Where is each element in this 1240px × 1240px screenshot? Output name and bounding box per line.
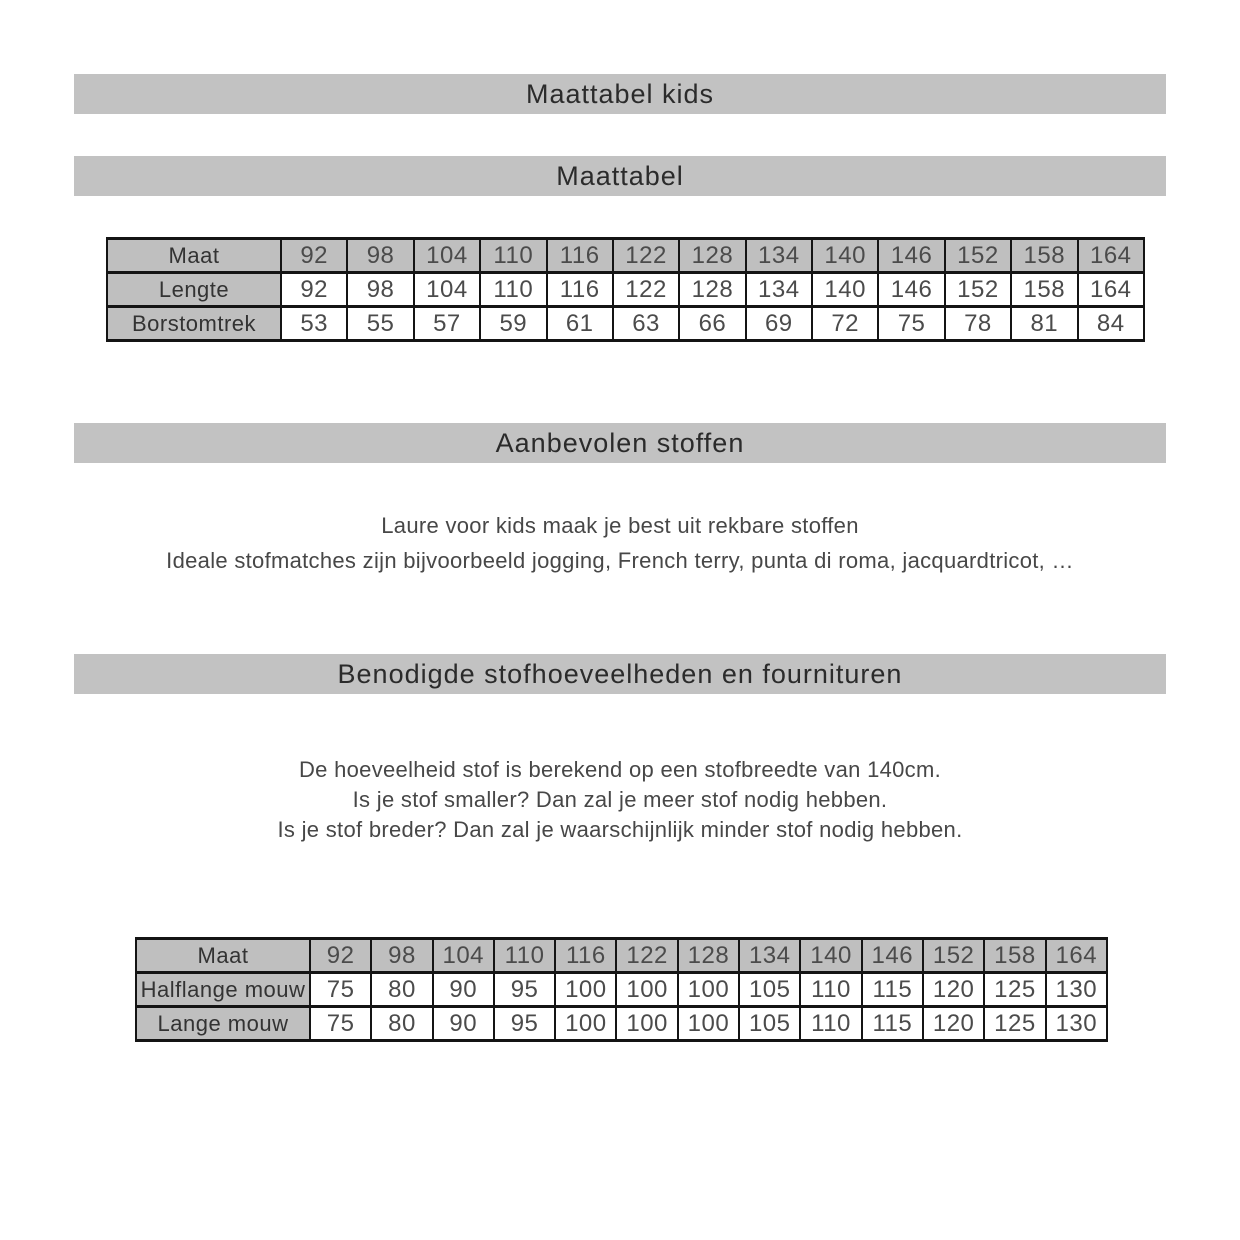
- value-cell: 146: [862, 939, 923, 973]
- value-cell: 110: [800, 1007, 861, 1041]
- value-cell: 110: [480, 273, 546, 307]
- value-cell: 100: [555, 1007, 616, 1041]
- value-cell: 146: [878, 239, 944, 273]
- quantity-line-2: Is je stof smaller? Dan zal je meer stof nodig hebben.: [352, 787, 888, 812]
- value-cell: 75: [310, 973, 371, 1007]
- value-cell: 105: [739, 973, 800, 1007]
- value-cell: 164: [1078, 273, 1145, 307]
- value-cell: 53: [281, 307, 347, 341]
- value-cell: 125: [984, 1007, 1045, 1041]
- value-cell: 130: [1046, 1007, 1107, 1041]
- value-cell: 95: [494, 973, 555, 1007]
- value-cell: 55: [347, 307, 413, 341]
- row-label-cell: Halflange mouw: [136, 973, 310, 1007]
- page-title-bar: [74, 74, 1166, 114]
- value-cell: 128: [679, 239, 745, 273]
- value-cell: 130: [1046, 973, 1107, 1007]
- value-cell: 100: [616, 1007, 677, 1041]
- value-cell: 98: [347, 273, 413, 307]
- row-label-cell: Borstomtrek: [107, 307, 281, 341]
- value-cell: 95: [494, 1007, 555, 1041]
- row-label-cell: Maat: [136, 939, 310, 973]
- quantity-line-3: Is je stof breder? Dan zal je waarschijnlijk minder stof nodig hebben.: [277, 817, 963, 842]
- value-cell: 128: [679, 273, 745, 307]
- section-title-stofhoeveelheden: Benodigde stofhoeveelheden en fournituren: [337, 658, 903, 689]
- quantity-line-1: De hoeveelheid stof is berekend op een stofbreedte van 140cm.: [298, 757, 942, 782]
- value-cell: 78: [945, 307, 1011, 341]
- value-cell: 57: [414, 307, 480, 341]
- section-title-stoffen: Aanbevolen stoffen: [495, 427, 745, 458]
- value-cell: 59: [480, 307, 546, 341]
- fabrics-line-2: Ideale stofmatches zijn bijvoorbeeld jogging, French terry, punta di roma, jacquardtricot, …: [166, 548, 1074, 573]
- value-cell: 100: [678, 1007, 739, 1041]
- value-cell: 116: [547, 273, 613, 307]
- table-row: [136, 1007, 1107, 1041]
- table-row: [107, 273, 1144, 307]
- row-label-cell: Lengte: [107, 273, 281, 307]
- value-cell: 164: [1078, 239, 1145, 273]
- value-cell: 80: [371, 973, 432, 1007]
- value-cell: 140: [800, 939, 861, 973]
- value-cell: 115: [862, 1007, 923, 1041]
- value-cell: 100: [678, 973, 739, 1007]
- value-cell: 110: [494, 939, 555, 973]
- value-cell: 104: [433, 939, 494, 973]
- table-header-row: [136, 939, 1107, 973]
- value-cell: 152: [923, 939, 984, 973]
- value-cell: 69: [746, 307, 812, 341]
- value-cell: 104: [414, 273, 480, 307]
- value-cell: 115: [862, 973, 923, 1007]
- section-title-bar-stoffen: [74, 423, 1166, 463]
- fabric-quantity-text: [0, 755, 1240, 845]
- page-title: Maattabel kids: [525, 78, 715, 109]
- value-cell: 122: [613, 273, 679, 307]
- value-cell: 134: [746, 273, 812, 307]
- value-cell: 81: [1011, 307, 1077, 341]
- value-cell: 84: [1078, 307, 1145, 341]
- value-cell: 75: [310, 1007, 371, 1041]
- recommended-fabrics-text: [0, 508, 1240, 578]
- value-cell: 66: [679, 307, 745, 341]
- value-cell: 152: [945, 273, 1011, 307]
- section-title-bar-stofhoeveelheden: [74, 654, 1166, 694]
- value-cell: 80: [371, 1007, 432, 1041]
- value-cell: 120: [923, 973, 984, 1007]
- value-cell: 92: [281, 273, 347, 307]
- value-cell: 104: [414, 239, 480, 273]
- value-cell: 158: [1011, 239, 1077, 273]
- value-cell: 120: [923, 1007, 984, 1041]
- value-cell: 63: [613, 307, 679, 341]
- value-cell: 158: [984, 939, 1045, 973]
- value-cell: 146: [878, 273, 944, 307]
- value-cell: 100: [616, 973, 677, 1007]
- value-cell: 90: [433, 973, 494, 1007]
- size-table: [106, 237, 1145, 342]
- row-label-cell: Lange mouw: [136, 1007, 310, 1041]
- value-cell: 140: [812, 239, 878, 273]
- section-title-bar-maattabel: [74, 156, 1166, 196]
- value-cell: 152: [945, 239, 1011, 273]
- row-label-cell: Maat: [107, 239, 281, 273]
- value-cell: 116: [547, 239, 613, 273]
- value-cell: 134: [739, 939, 800, 973]
- table-row: [136, 973, 1107, 1007]
- value-cell: 92: [310, 939, 371, 973]
- section-title-maattabel: Maattabel: [556, 160, 684, 191]
- value-cell: 134: [746, 239, 812, 273]
- value-cell: 90: [433, 1007, 494, 1041]
- value-cell: 110: [480, 239, 546, 273]
- value-cell: 105: [739, 1007, 800, 1041]
- table-header-row: [107, 239, 1144, 273]
- value-cell: 128: [678, 939, 739, 973]
- value-cell: 98: [371, 939, 432, 973]
- value-cell: 98: [347, 239, 413, 273]
- table-row: [107, 307, 1144, 341]
- fabrics-line-1: Laure voor kids maak je best uit rekbare stoffen: [381, 513, 859, 538]
- value-cell: 116: [555, 939, 616, 973]
- value-cell: 61: [547, 307, 613, 341]
- value-cell: 72: [812, 307, 878, 341]
- value-cell: 75: [878, 307, 944, 341]
- value-cell: 158: [1011, 273, 1077, 307]
- value-cell: 122: [616, 939, 677, 973]
- value-cell: 100: [555, 973, 616, 1007]
- value-cell: 164: [1046, 939, 1107, 973]
- fabric-quantity-table: [135, 937, 1108, 1042]
- value-cell: 110: [800, 973, 861, 1007]
- value-cell: 122: [613, 239, 679, 273]
- value-cell: 125: [984, 973, 1045, 1007]
- value-cell: 140: [812, 273, 878, 307]
- value-cell: 92: [281, 239, 347, 273]
